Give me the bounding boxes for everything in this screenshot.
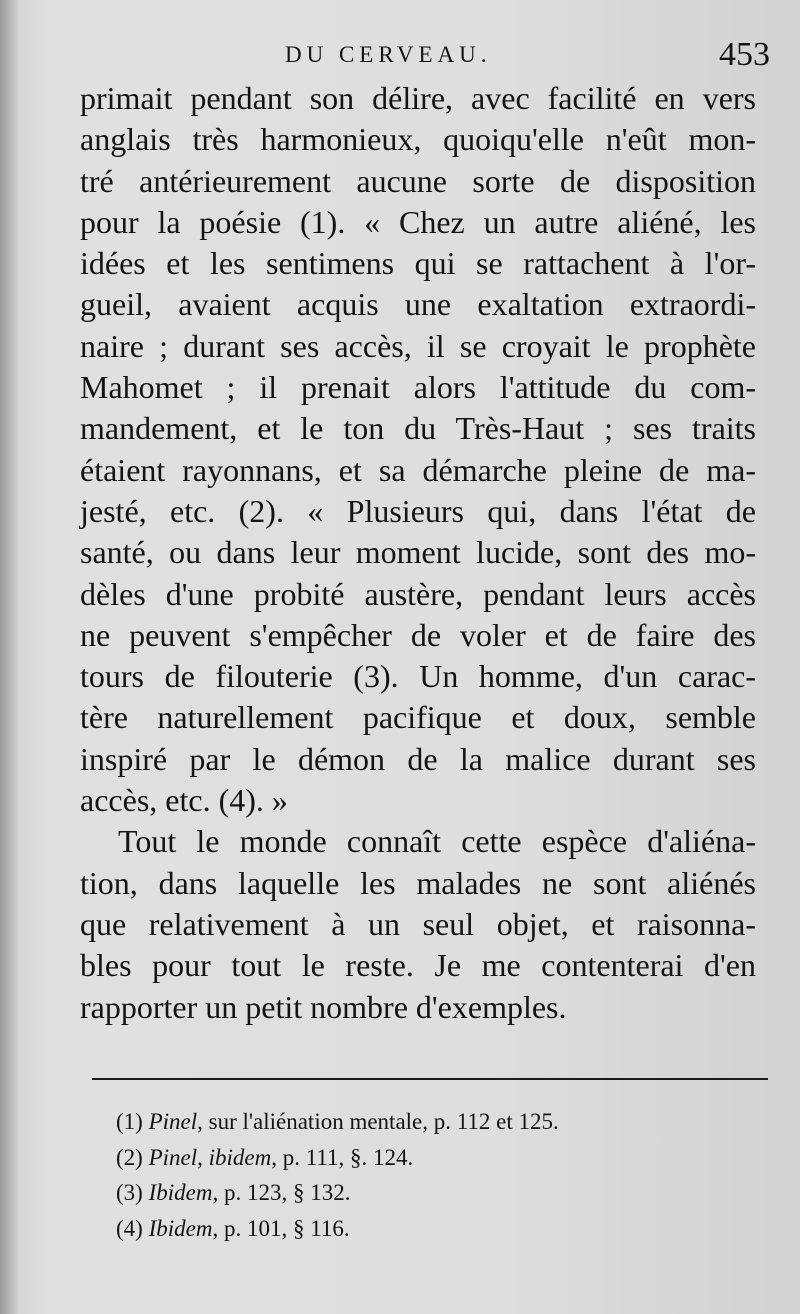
footnote-source: Ibidem [148, 1180, 213, 1205]
footnote-source: Ibidem [148, 1215, 213, 1241]
text-line: Mahomet ; il prenait alors l'attitude du com- [80, 369, 756, 406]
page-number: 453 [719, 36, 770, 73]
text-line: tion, dans laquelle les malades ne sont aliénés [80, 864, 756, 901]
main-text [80, 78, 756, 1028]
text-line: inspiré par le démon de la malice durant ses [80, 740, 756, 777]
text-line: mandement, et le ton du Très-Haut ; ses traits [80, 410, 756, 447]
text-line: ne peuvent s'empêcher de voler et de faire des [80, 616, 756, 653]
page-binding-edge [0, 0, 18, 1314]
paragraph-2 [80, 821, 756, 1027]
text-line: que relativement à un seul objet, et raisonna- [80, 905, 756, 942]
text-line: Tout le monde connaît cette espèce d'aliéna- [118, 823, 756, 860]
footnote-marker: (1) [116, 1109, 143, 1134]
footnote-text: , p. 101, § 116. [212, 1215, 350, 1241]
footnote-marker: (3) [116, 1180, 143, 1205]
footnote [116, 1175, 559, 1211]
text-line: pour la poésie (1). « Chez un autre aliéné, les [80, 203, 756, 240]
text-line: tère naturellement pacifique et doux, semble [80, 699, 756, 736]
footnote-text: , p. 123, § 132. [212, 1180, 351, 1205]
footnote [116, 1211, 559, 1247]
text-line: primait pendant son délire, avec facilité en vers [80, 80, 756, 116]
footnote-source: Pinel [148, 1109, 198, 1134]
text-line: jesté, etc. (2). « Plusieurs qui, dans l'état de [80, 492, 756, 529]
footnote: (2) Pinel, ibidem, p. 111, §. 124. [116, 1144, 414, 1170]
running-head: DU CERVEAU. [285, 42, 492, 67]
text-line: accès, etc. (4). » [80, 782, 288, 819]
footnote [116, 1104, 559, 1140]
footnote-text: , sur l'aliénation mentale, p. 112 et 125. [197, 1109, 559, 1134]
text-line: gueil, avaient acquis une exaltation extraordi- [80, 286, 756, 323]
footnote-divider [92, 1078, 768, 1080]
footnote-marker: (2) [116, 1144, 143, 1170]
text-line: tré antérieurement aucune sorte de disposition [80, 162, 756, 199]
paragraph-1 [80, 78, 756, 821]
text-line: anglais très harmonieux, quoiqu'elle n'eût mon- [80, 121, 756, 158]
text-line: étaient rayonnans, et sa démarche pleine de ma- [80, 451, 756, 488]
text-line: naire ; durant ses accès, il se croyait le prophète [80, 327, 756, 364]
text-line: idées et les sentimens qui se rattachent à l'or- [80, 245, 756, 282]
footnote-marker: (4) [116, 1215, 143, 1241]
footnote-source: Pinel [148, 1144, 198, 1170]
footnote-text: , p. 111, §. 124. [271, 1144, 414, 1170]
footnote-source-ibidem: ibidem [208, 1144, 272, 1170]
text-line: dèles d'une probité austère, pendant leurs accès [80, 575, 756, 612]
text-line: tours de filouterie (3). Un homme, d'un carac- [80, 658, 756, 695]
text-line: rapporter un petit nombre d'exemples. [80, 988, 567, 1025]
text-line: santé, ou dans leur moment lucide, sont des mo- [80, 534, 756, 571]
footnotes [116, 1104, 559, 1246]
text-line: bles pour tout le reste. Je me contenterai d'en [80, 947, 756, 984]
